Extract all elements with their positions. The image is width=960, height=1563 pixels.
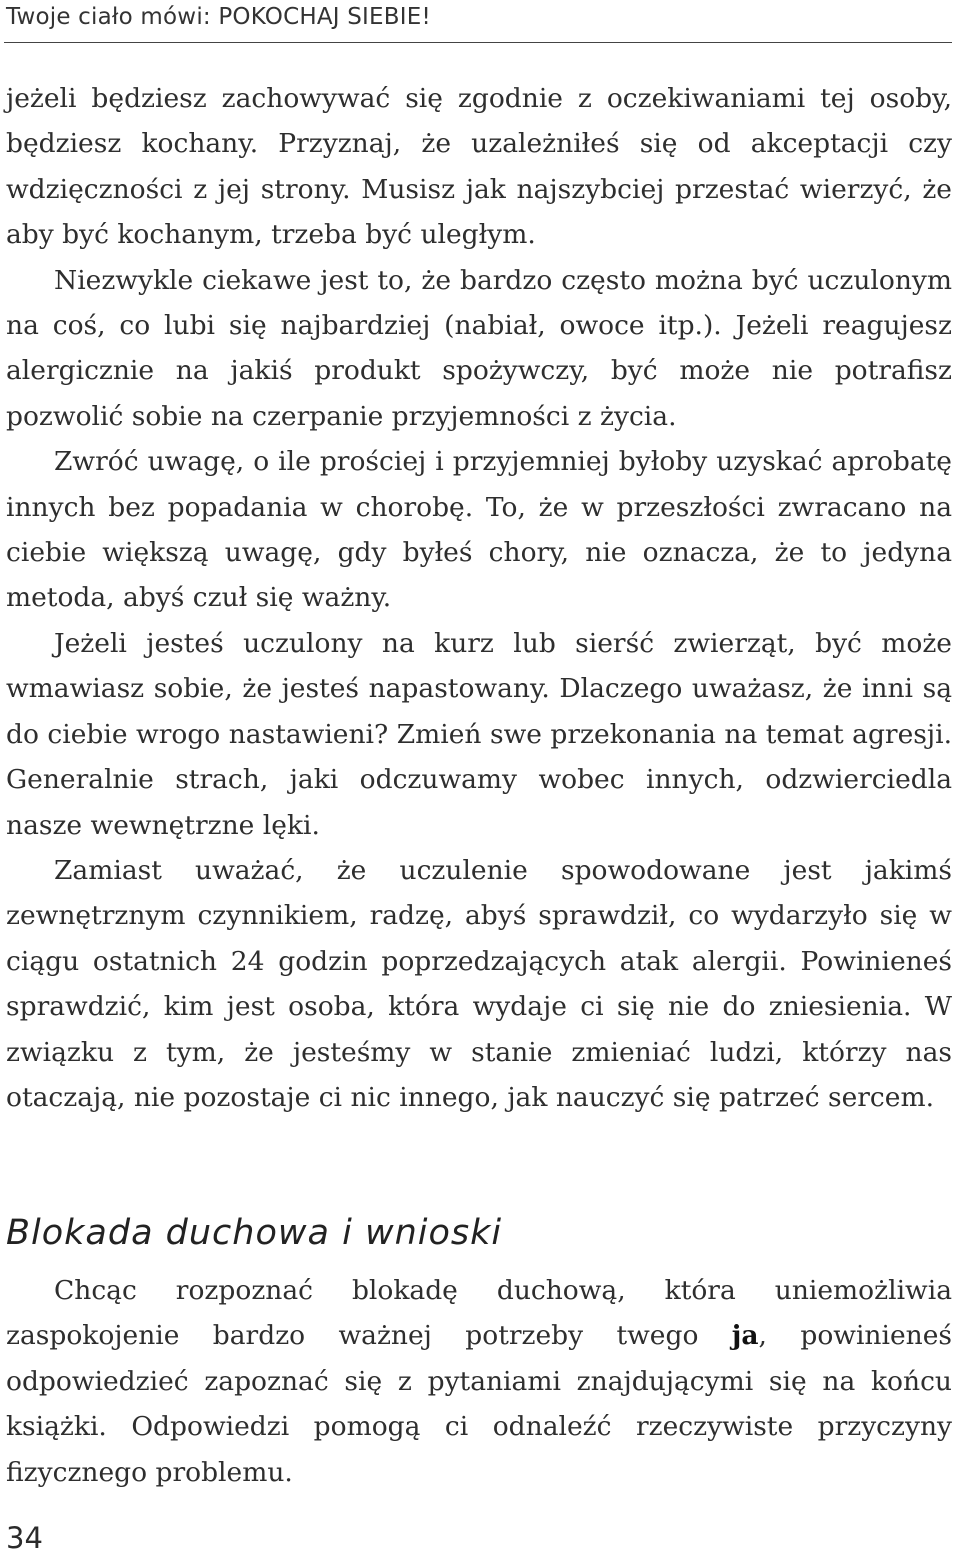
page-number: 34 — [6, 1521, 43, 1555]
section-body — [6, 1268, 952, 1495]
emphasis-ja: ja — [731, 1320, 759, 1352]
paragraph: Jeżeli jesteś uczulony na kurz lub sierść zwierząt, być może wmawiasz sobie, że jesteś napastowany. Dlaczego uważasz, że inni są do ciebie wrogo nastawieni? Zmień swe przekonania na temat agresji. Generalnie strach, jaki odczuwamy wobec innych, odzwierciedla nasze wewnętrzne lęki. — [6, 627, 952, 841]
section-paragraph — [6, 1268, 952, 1495]
paragraph: jeżeli będziesz zachowywać się zgodnie z oczekiwaniami tej osoby, będziesz kochany. Przyznaj, że uzależniłeś się od akceptacji czy wdzięczności z jej strony. Musisz jak najszybciej przestać wierzyć, że aby być kochanym, trzeba być uległym. — [6, 83, 952, 251]
paragraph: Zamiast uważać, że uczulenie spowodowane jest jakimś zewnętrznym czynnikiem, radzę, abyś sprawdził, co wydarzyło się w ciągu ostatnich 24 godzin poprzedzających atak alergii. Powinieneś sprawdzić, kim jest osoba, która wydaje ci się nie do zniesienia. W związku z tym, że jesteśmy w stanie zmieniać ludzi, którzy nas otaczają, nie pozostaje ci nic innego, jak nauczyć się patrzeć sercem. — [6, 854, 952, 1113]
running-head: Twoje ciało mówi: POKOCHAJ SIEBIE! — [6, 4, 431, 30]
header-rule — [4, 42, 952, 43]
body-text — [6, 76, 952, 1120]
paragraph: Zwróć uwagę, o ile prościej i przyjemniej byłoby uzyskać aprobatę innych bez popadania w chorobę. To, że w przeszłości zwracano na ciebie większą uwagę, gdy byłeś chory, nie oznacza, że to jedyna metoda, abyś czuł się ważny. — [6, 446, 952, 614]
section-text-before: Chcąc rozpoznać blokadę duchową, która uniemożliwia zaspokojenie bardzo ważnej potrzeby twego — [6, 1275, 952, 1352]
section-heading: Blokada duchowa i wnioski — [6, 1213, 503, 1253]
section-text-after: , powinieneś odpowiedzieć zapoznać się z pytaniami znajdującymi się na końcu książki. Odpowiedzi pomogą ci odnaleźć rzeczywiste przyczyny fizycznego problemu. — [6, 1320, 953, 1488]
paragraph: Niezwykle ciekawe jest to, że bardzo często można być uczulonym na coś, co lubi się najbardziej (nabiał, owoce itp.). Jeżeli reagujesz alergicznie na jakiś produkt spożywczy, być może nie potrafisz pozwolić sobie na czerpanie przyjemności z życia. — [6, 264, 952, 432]
